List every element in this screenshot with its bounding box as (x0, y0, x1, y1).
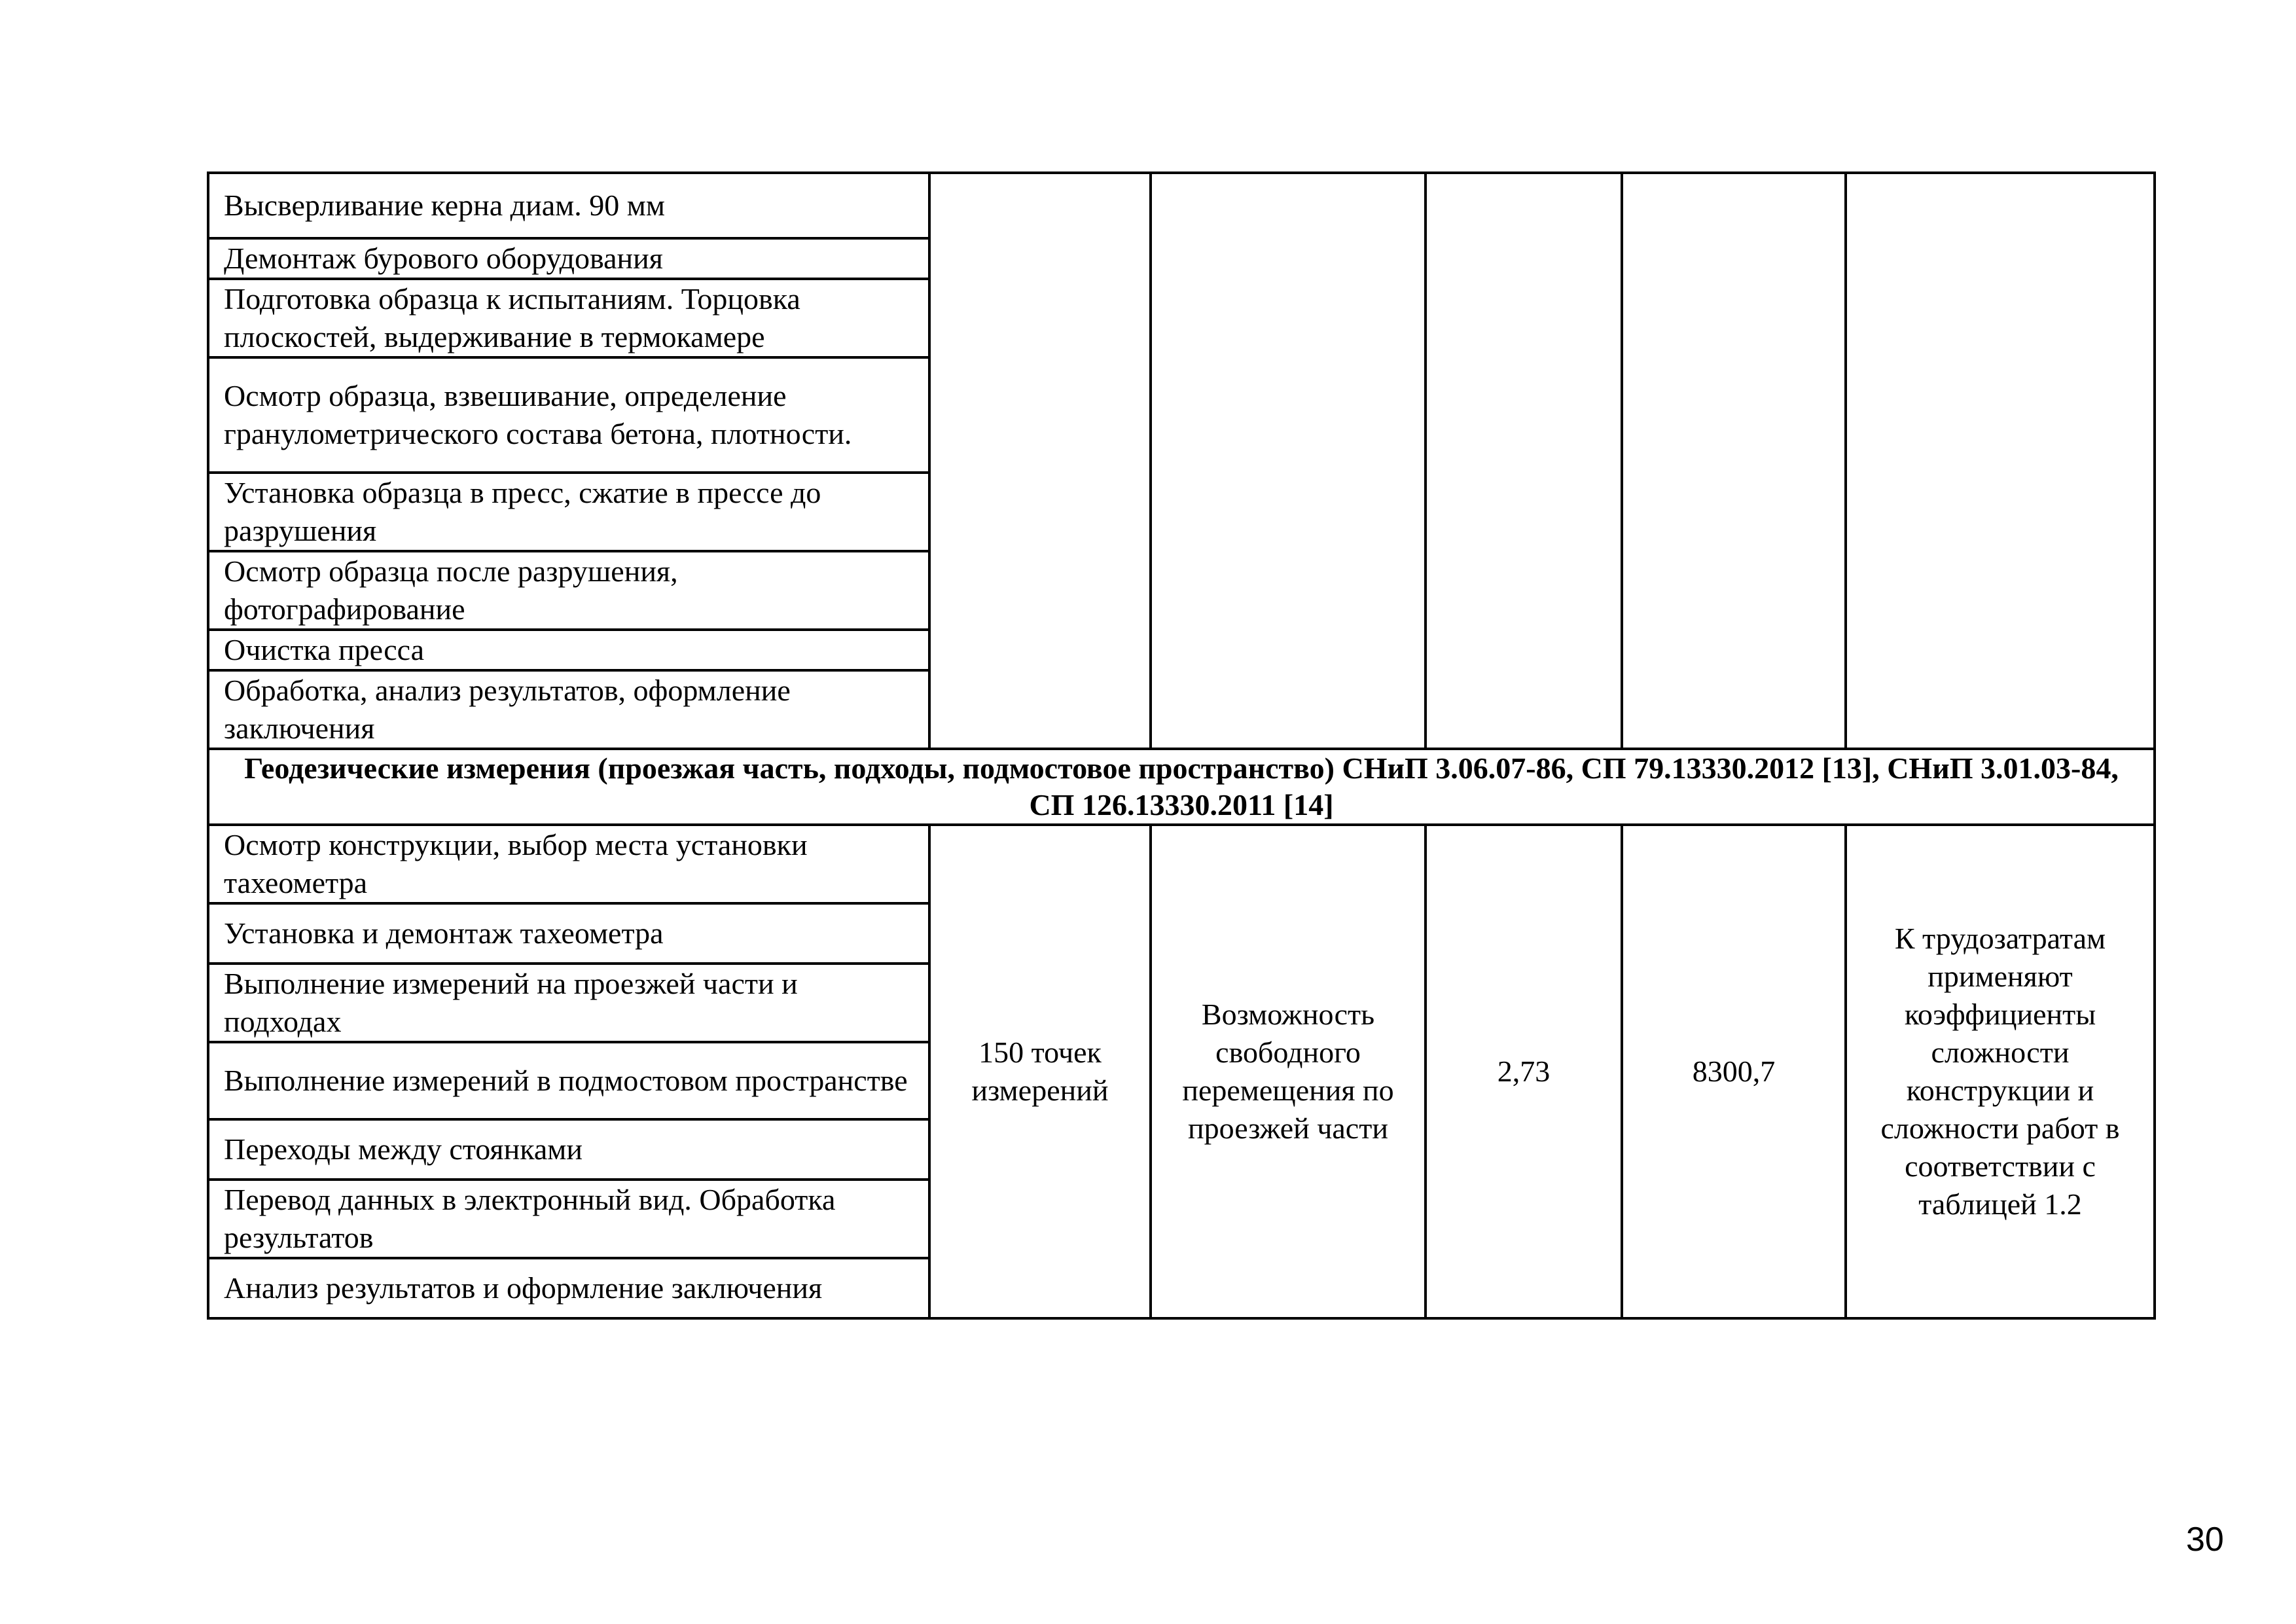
operation-cell: Анализ результатов и оформление заключения (208, 1258, 929, 1318)
operation-cell: Подготовка образца к испытаниям. Торцовка плоскостей, выдерживание в термокамере (208, 279, 929, 357)
table-row (208, 825, 2155, 903)
operation-cell: Осмотр образца, взвешивание, определение гранулометрического состава бетона, плотности. (208, 357, 929, 473)
conditions-cell (1151, 173, 1426, 749)
volume-cell (929, 173, 1151, 749)
section-heading: Геодезические измерения (проезжая часть, подходы, подмостовое пространство) СНиП 3.06.07-86, СП 79.13330.2012 [13], СНиП 3.01.03-84, СП 126.13330.2011 [14] (208, 749, 2155, 825)
cost-cell (1622, 173, 1846, 749)
operation-cell: Высверливание керна диам. 90 мм (208, 173, 929, 238)
section-row (208, 749, 2155, 825)
operation-cell: Переходы между стоянками (208, 1119, 929, 1180)
operation-cell: Установка образца в пресс, сжатие в прессе до разрушения (208, 473, 929, 551)
note-cell: К трудозатратам применяют коэффициенты сложности конструкции и сложности работ в соответствии с таблицей 1.2 (1846, 825, 2155, 1318)
operation-cell: Очистка пресса (208, 630, 929, 670)
work-table (207, 171, 2156, 1320)
labor-cell: 2,73 (1426, 825, 1622, 1318)
volume-cell: 150 точек измерений (929, 825, 1151, 1318)
operation-cell: Осмотр конструкции, выбор места установки тахеометра (208, 825, 929, 903)
operation-cell: Перевод данных в электронный вид. Обработка результатов (208, 1180, 929, 1258)
cost-cell: 8300,7 (1622, 825, 1846, 1318)
labor-cell (1426, 173, 1622, 749)
note-cell (1846, 173, 2155, 749)
page-number: 30 (2186, 1521, 2224, 1559)
operation-cell: Осмотр образца после разрушения, фотографирование (208, 551, 929, 630)
conditions-cell: Возможность свободного перемещения по проезжей части (1151, 825, 1426, 1318)
operation-cell: Выполнение измерений в подмостовом пространстве (208, 1042, 929, 1119)
operation-cell: Демонтаж бурового оборудования (208, 238, 929, 279)
operation-cell: Установка и демонтаж тахеометра (208, 903, 929, 964)
operation-cell: Выполнение измерений на проезжей части и подходах (208, 964, 929, 1042)
operation-cell: Обработка, анализ результатов, оформление заключения (208, 670, 929, 749)
table-row (208, 173, 2155, 238)
